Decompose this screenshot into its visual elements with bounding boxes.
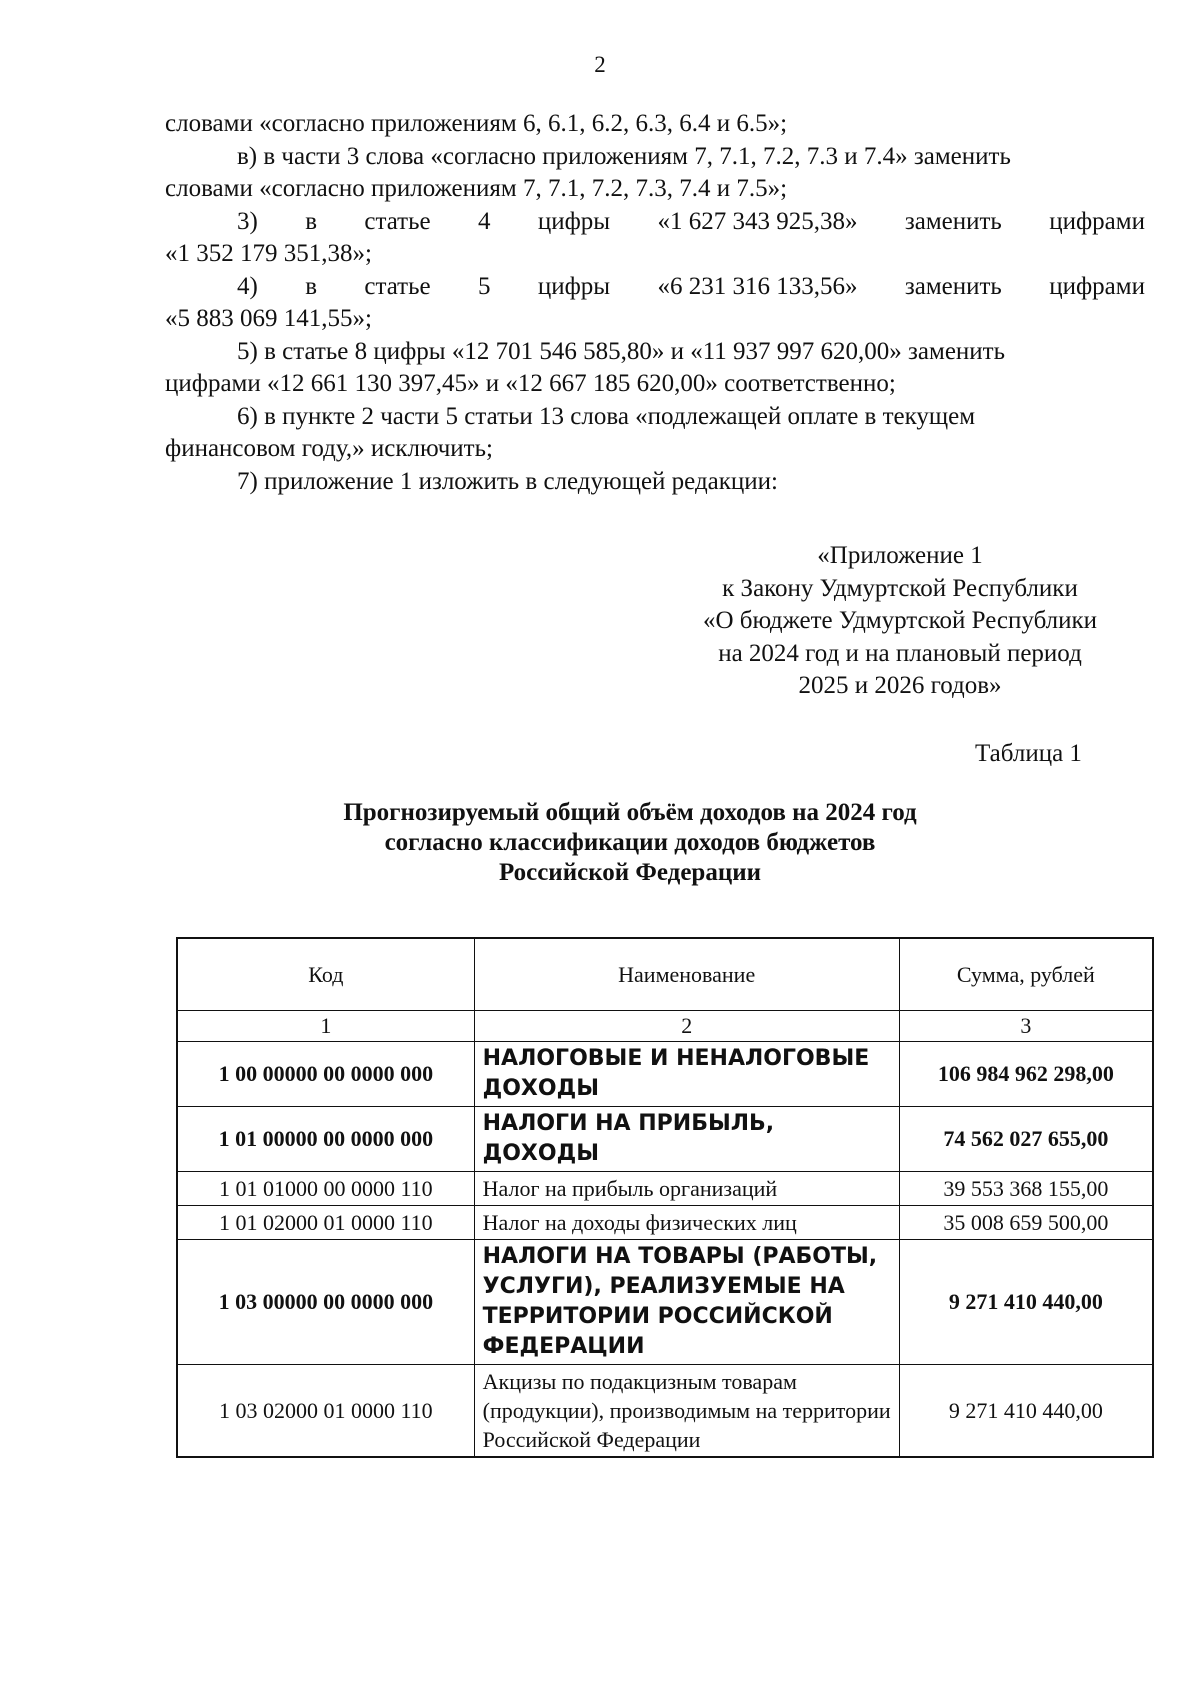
row-name: Акцизы по подакцизным товарам (продукции), производимым на территории Российской Федерации — [474, 1364, 899, 1457]
word: цифрами — [1049, 207, 1145, 235]
word: в — [305, 207, 318, 235]
header-name: Наименование — [474, 938, 899, 1010]
addendum-line: к Закону Удмуртской Республики — [722, 574, 1078, 602]
column-number: 3 — [899, 1010, 1153, 1041]
header-sum: Сумма, рублей — [899, 938, 1153, 1010]
row-name: Налог на прибыль организаций — [474, 1171, 899, 1205]
paragraph-line: 6) в пункте 2 части 5 статьи 13 слова «подлежащей оплате в текущем — [237, 402, 976, 430]
row-code: 1 03 02000 01 0000 110 — [177, 1364, 474, 1457]
table-label: Таблица 1 — [975, 740, 1082, 767]
row-code: 1 01 02000 01 0000 110 — [177, 1205, 474, 1239]
row-sum: 35 008 659 500,00 — [899, 1205, 1153, 1239]
row-sum: 39 553 368 155,00 — [899, 1171, 1153, 1205]
header-code: Код — [177, 938, 474, 1010]
row-code: 1 03 00000 00 0000 000 — [177, 1239, 474, 1364]
table-row — [177, 1364, 1153, 1457]
table-title-line: Российской Федерации — [498, 859, 762, 886]
column-number-row — [177, 1010, 1153, 1041]
word: цифрами — [1049, 272, 1145, 300]
page-number: 2 — [594, 52, 606, 77]
paragraph-line-justified — [165, 271, 1145, 304]
paragraph-line: цифрами «12 661 130 397,45» и «12 667 185 620,00» соответственно; — [165, 370, 896, 397]
word: цифры — [537, 207, 611, 235]
paragraph-line: словами «согласно приложениям 7, 7.1, 7.2, 7.3, 7.4 и 7.5»; — [165, 175, 788, 202]
word: 4) — [237, 272, 258, 300]
addendum-line: «О бюджете Удмуртской Республики — [702, 607, 1098, 634]
addendum-line: «Приложение 1 — [817, 542, 983, 569]
paragraph-line: «1 352 179 351,38»; — [165, 240, 372, 267]
paragraph-line-justified — [165, 206, 1145, 239]
row-sum: 9 271 410 440,00 — [899, 1239, 1153, 1364]
word: «1 627 343 925,38» — [657, 207, 858, 235]
paragraph-line: финансовом году,» исключить; — [165, 435, 493, 462]
row-code: 1 01 01000 00 0000 110 — [177, 1171, 474, 1205]
addendum-line: 2025 и 2026 годов» — [798, 672, 1002, 699]
paragraph-line: 5) в статье 8 цифры «12 701 546 585,80» и «11 937 997 620,00» заменить — [237, 337, 1006, 365]
table-header-row — [177, 938, 1153, 1010]
table-title-line: Прогнозируемый общий объём доходов на 2024 год — [343, 799, 917, 826]
table-row — [177, 1239, 1153, 1364]
row-code: 1 01 00000 00 0000 000 — [177, 1106, 474, 1171]
paragraph-line: словами «согласно приложениям 6, 6.1, 6.2, 6.3, 6.4 и 6.5»; — [165, 110, 788, 137]
paragraph-line: 7) приложение 1 изложить в следующей редакции: — [237, 467, 778, 495]
document-body — [165, 108, 1145, 498]
row-name: НАЛОГИ НА ТОВАРЫ (РАБОТЫ, УСЛУГИ), РЕАЛИЗУЕМЫЕ НА ТЕРРИТОРИИ РОССИЙСКОЙ ФЕДЕРАЦИИ — [474, 1239, 899, 1364]
word: статье — [364, 207, 431, 235]
word: заменить — [904, 272, 1002, 300]
word: 5 — [477, 272, 491, 300]
word: 4 — [477, 207, 491, 235]
column-number: 2 — [474, 1010, 899, 1041]
row-sum: 74 562 027 655,00 — [899, 1106, 1153, 1171]
row-sum: 9 271 410 440,00 — [899, 1364, 1153, 1457]
table-title — [180, 798, 1080, 888]
word: цифры — [537, 272, 611, 300]
row-name: НАЛОГИ НА ПРИБЫЛЬ, ДОХОДЫ — [474, 1106, 899, 1171]
word: в — [305, 272, 318, 300]
table-row — [177, 1205, 1153, 1239]
table-row — [177, 1041, 1153, 1106]
table-title-line: согласно классификации доходов бюджетов — [384, 829, 876, 856]
row-code: 1 00 00000 00 0000 000 — [177, 1041, 474, 1106]
table-row — [177, 1106, 1153, 1171]
word: заменить — [904, 207, 1002, 235]
row-sum: 106 984 962 298,00 — [899, 1041, 1153, 1106]
word: 3) — [237, 207, 258, 235]
paragraph-line: в) в части 3 слова «согласно приложениям 7, 7.1, 7.2, 7.3 и 7.4» заменить — [237, 142, 1011, 170]
word: «6 231 316 133,56» — [657, 272, 858, 300]
column-number: 1 — [177, 1010, 474, 1041]
addendum-heading — [675, 540, 1125, 703]
revenue-table — [176, 937, 1154, 1458]
addendum-line: на 2024 год и на плановый период — [718, 639, 1082, 667]
row-name: НАЛОГОВЫЕ И НЕНАЛОГОВЫЕ ДОХОДЫ — [474, 1041, 899, 1106]
word: статье — [364, 272, 431, 300]
table-row — [177, 1171, 1153, 1205]
paragraph-line: «5 883 069 141,55»; — [165, 305, 372, 332]
row-name: Налог на доходы физических лиц — [474, 1205, 899, 1239]
